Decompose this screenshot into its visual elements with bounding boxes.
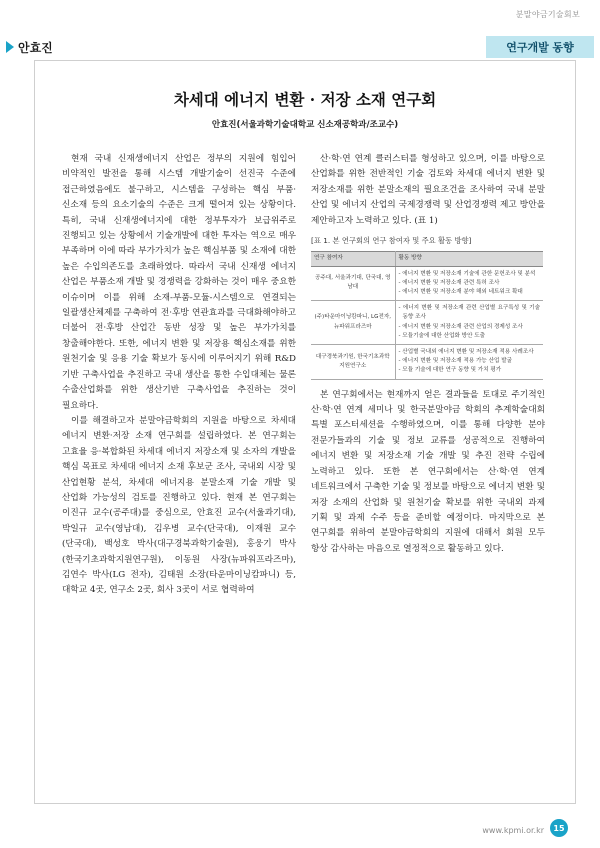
table-caption: [표 1. 본 연구회의 연구 참여자 및 주요 활동 방향] xyxy=(311,236,472,246)
category-tab xyxy=(486,36,594,58)
paragraph: 본 연구회에서는 현재까지 얻은 결과들을 토대로 주기적인 산·학·연 연계 세미나 및 한국분말야금 학회의 추계학술대회 특별 포스터세션을 수행하였으며, 이를 통해 다양한 분야 전문가들과의 기술 및 정보 교류를 성공적으로 진행하여 에너지 변환 및 저장소재 기술 개발 및 추진 전략 수립에 노력하고 있다. 또한 본 연구회에서는 산·학·연 연계 네트워크에서 구축한 기술 및 정보를 바탕으로 에너지 변환 및 저장 소재의 산업화 및 원천기술 확보를 위한 국내외 과제 기획 및 과제 수주 등을 준비할 예정이다. 마지막으로 본 연구회를 위하여 분말야금학회의 지원에 대해서 회원 모두 항상 감사하는 마음으로 열정적으로 활동하고 있다. xyxy=(311,389,545,554)
article-byline: 안효진(서울과학기술대학교 신소재공학과/조교수) xyxy=(211,120,399,130)
right-column xyxy=(311,152,545,557)
activity-item: - 에너지 변환 및 저장소재 적용 가능 산업 발굴 xyxy=(398,358,513,365)
author-name: 안효진 xyxy=(18,40,53,55)
table-row xyxy=(311,266,543,301)
table-cell-org: 대구경북과기원, 한국기초과학지원연구소 xyxy=(311,345,395,380)
author-tab xyxy=(6,36,53,58)
paragraph: 이를 해결하고자 분말야금학회의 지원을 바탕으로 차세대 에너지 변환·저장 소재 연구회를 설립하였다. 본 연구회는 고효율 응·복합화된 차세대 에너지 저장소재 및 소자의 개발을 핵심 목표로 차세대 에너지 소재 후보군 조사, 국내외 시장 및 산업현황 분석, 차세대 에너지용 분말소재 기술 개발 및 산업화 가능성의 검토를 진행하고 있다. 현재 본 연구회는 이진규 교수(공주대)를 중심으로, 안효진 교수(서울과기대), 박일규 교수(영남대), 김우병 교수(단국대), 이재원 교수(단국대), 백성호 박사(대구경북과학기술원), 홍웅기 박사(한국기초과학지원연구원), 이동원 사장(뉴파워프라즈마), 김연수 박사(LG 전자), 김태원 소장(타운마이닝캄파니) 등, 대학교 4곳, 연구소 2곳, 회사 3곳이 서로 협력하여 xyxy=(62,415,296,596)
table-header-cell: 연구 참여자 xyxy=(311,252,395,266)
activity-item: - 모듈기술에 대한 산업화 방안 도출 xyxy=(398,332,486,339)
table-header-cell: 활동 방향 xyxy=(395,252,543,266)
activity-item: - 산업별 국내외 에너지 변환 및 저장소재 적용 사례조사 xyxy=(398,349,534,356)
left-column xyxy=(62,152,296,599)
page-number: 15 xyxy=(550,819,568,837)
activity-item: - 에너지 변환 및 저장소재 관련 특허 조사 xyxy=(398,279,500,286)
table-row xyxy=(311,345,543,380)
journal-name: 분말야금기술회보 xyxy=(515,10,580,19)
activity-item: - 에너지 변환 및 저장소재 분야 해외 네트워크 확대 xyxy=(398,289,523,296)
table-cell-org: (주)타운마이닝캄파니, LG전자, 뉴파워프라즈마 xyxy=(311,301,395,345)
activity-item: - 에너지 변환 및 저장소재 관련 산업별 요구특성 및 기술 동향 조사 xyxy=(398,305,540,321)
table-cell-activities xyxy=(395,345,543,380)
table-cell-org: 공주대, 서울과기대, 단국대, 영남대 xyxy=(311,266,395,301)
paragraph: 현재 국내 신재생에너지 산업은 정부의 지원에 힘입어 비약적인 발전을 통해 시스템 개발기술이 선진국 수준에 접근하였음에도 불구하고, 시스템을 구성하는 핵심 부품·신소재 등의 요소기술의 수준은 크게 떨어져 있는 상황이다. 특히, 국내 신재생에너지에 대한 정부투자가 보급위주로 진행되고 있는 상황에서 기술개발에 대한 투자는 역으로 매우 부족하며 이에 따라 부가가치가 높은 핵심부품 및 소재에 대한 높은 수입의존도를 초래하였다. 따라서 국내 신재생 에너지 산업은 부품소재 개발 및 경쟁력을 강화하는 것이 매우 중요한 이슈이며 이를 위해 소재-부품-모듈-시스템으로 연결되는 일괄생산체제를 구축하여 전·후방 연관효과를 극대화해야하고 더불어 전·후방 산업간 동반 성장 및 높은 부가가치를 창출해야한다. 또한, 에너지 변환 및 저장용 핵심소재를 위한 원천기술 및 응용 기술 확보가 동시에 이루어지기 위해 R&D 기반 구축사업을 추진하고 국내 생산을 통한 수입대체는 물론 수출산업화를 위한 생산기반 구축사업을 추진하는 것이 필요하다. xyxy=(62,154,296,411)
activity-item: - 에너지 변환 및 저장소재 기술에 관한 문헌조사 및 분석 xyxy=(398,270,536,277)
category-label: 연구개발 동향 xyxy=(506,41,574,54)
table-cell-activities xyxy=(395,301,543,345)
article-title: 차세대 에너지 변환 · 저장 소재 연구회 xyxy=(173,90,437,109)
table-cell-activities xyxy=(395,266,543,301)
paragraph: 산·학·연 연계 클러스터를 형성하고 있으며, 이를 바탕으로 산업화를 위한 전반적인 기술 검토와 차세대 에너지 변환 및 저장소재를 위한 분말소재의 필요조건을 조사하여 국내 분말 산업 및 에너지 산업의 국제경쟁력 및 산업경쟁력 제고 방안을 제안하고자 노력하고 있다. (표 1) xyxy=(311,154,545,226)
header-bar xyxy=(0,36,600,58)
activity-item: - 모듈 기술에 대한 연구 동향 및 가치 평가 xyxy=(398,367,502,374)
participants-table xyxy=(311,251,543,379)
activity-item: - 에너지 변환 및 저장소재 관련 산업의 경제성 조사 xyxy=(398,323,523,330)
triangle-marker-icon xyxy=(6,41,14,53)
table-header-row xyxy=(311,252,543,266)
table-row xyxy=(311,301,543,345)
footer-url[interactable]: www.kpmi.or.kr xyxy=(482,826,544,835)
